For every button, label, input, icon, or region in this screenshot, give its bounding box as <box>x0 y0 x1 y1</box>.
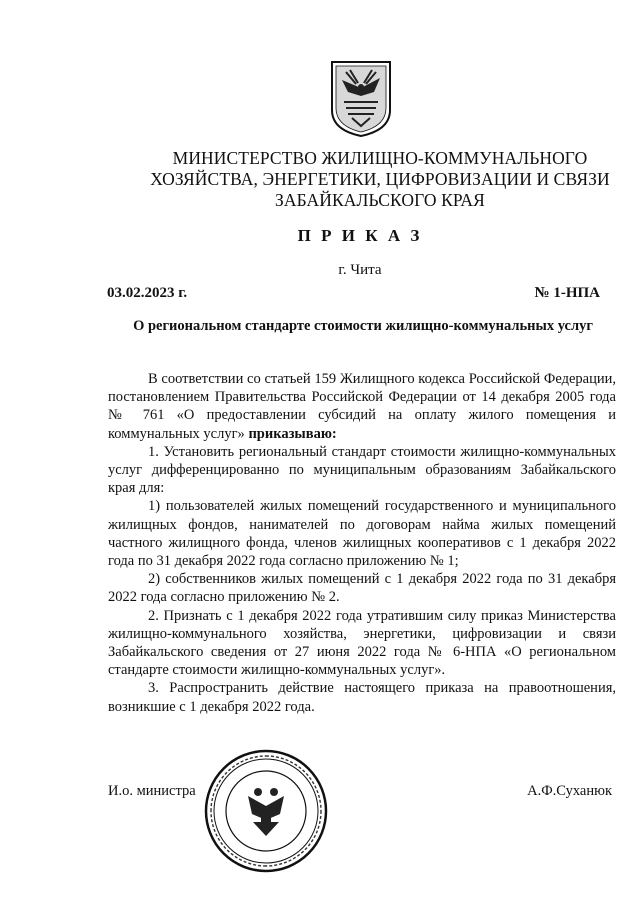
clause-1-2: 2) собственников жилых помещений с 1 декабря 2022 года по 31 декабря 2022 года согласно приложению № 2. <box>108 571 616 606</box>
city-name: г. Чита <box>338 262 382 278</box>
order-directive: приказываю: <box>244 425 337 442</box>
clause-1-1: 1) пользователей жилых помещений государственного и муниципального жилищных фондов, нанимателей по договорам найма жилых помещений частного жилищного фонда, членов жилищных кооперативов с 1 декабря 2022 года по 31 декабря 2022 года согласно приложению № 1; <box>108 498 616 570</box>
ministry-line-1: МИНИСТЕРСТВО ЖИЛИЩНО-КОММУНАЛЬНОГО <box>172 148 588 168</box>
document-body <box>108 370 616 716</box>
official-seal-icon <box>203 748 329 874</box>
clause-2: 2. Признать с 1 декабря 2022 года утратившим силу приказ Министерства жилищно-коммунального хозяйства, энергетики, цифровизации и связи Забайкальского сведения от 27 июня 2022 года № 6-НПА «О региональном стандарте стоимости жилищно-коммунальных услуг». <box>108 607 616 679</box>
document-date: 03.02.2023 г. <box>107 285 188 301</box>
coat-of-arms-emblem <box>328 58 394 138</box>
document-type-title: П Р И К А З <box>297 226 423 245</box>
document-subject: О региональном стандарте стоимости жилищно-коммунальных услуг <box>133 318 593 334</box>
signatory-name: А.Ф.Суханюк <box>527 783 612 799</box>
ministry-name <box>100 148 640 211</box>
ministry-line-2: ХОЗЯЙСТВА, ЭНЕРГЕТИКИ, ЦИФРОВИЗАЦИИ И СВЯЗИ <box>150 169 610 189</box>
clause-1: 1. Установить региональный стандарт стоимости жилищно-коммунальных услуг дифференцированно по муниципальным образованиям Забайкальского края для: <box>108 443 616 497</box>
document-number: № 1-НПА <box>534 285 600 301</box>
signatory-position: И.о. министра <box>108 783 196 799</box>
preamble-paragraph <box>108 370 616 443</box>
preamble-text: В соответствии со статьей 159 Жилищного кодекса Российской Федерации, постановлением Правительства Российской Федерации от 14 декабря 2005 года № 761 «О предоставлении субсидий на оплату жилого помещения и коммунальных услуг» <box>108 371 616 442</box>
clause-3: 3. Распространить действие настоящего приказа на правоотношения, возникшие с 1 декабря 2022 года. <box>108 680 616 715</box>
ministry-line-3: ЗАБАЙКАЛЬСКОГО КРАЯ <box>275 190 485 210</box>
